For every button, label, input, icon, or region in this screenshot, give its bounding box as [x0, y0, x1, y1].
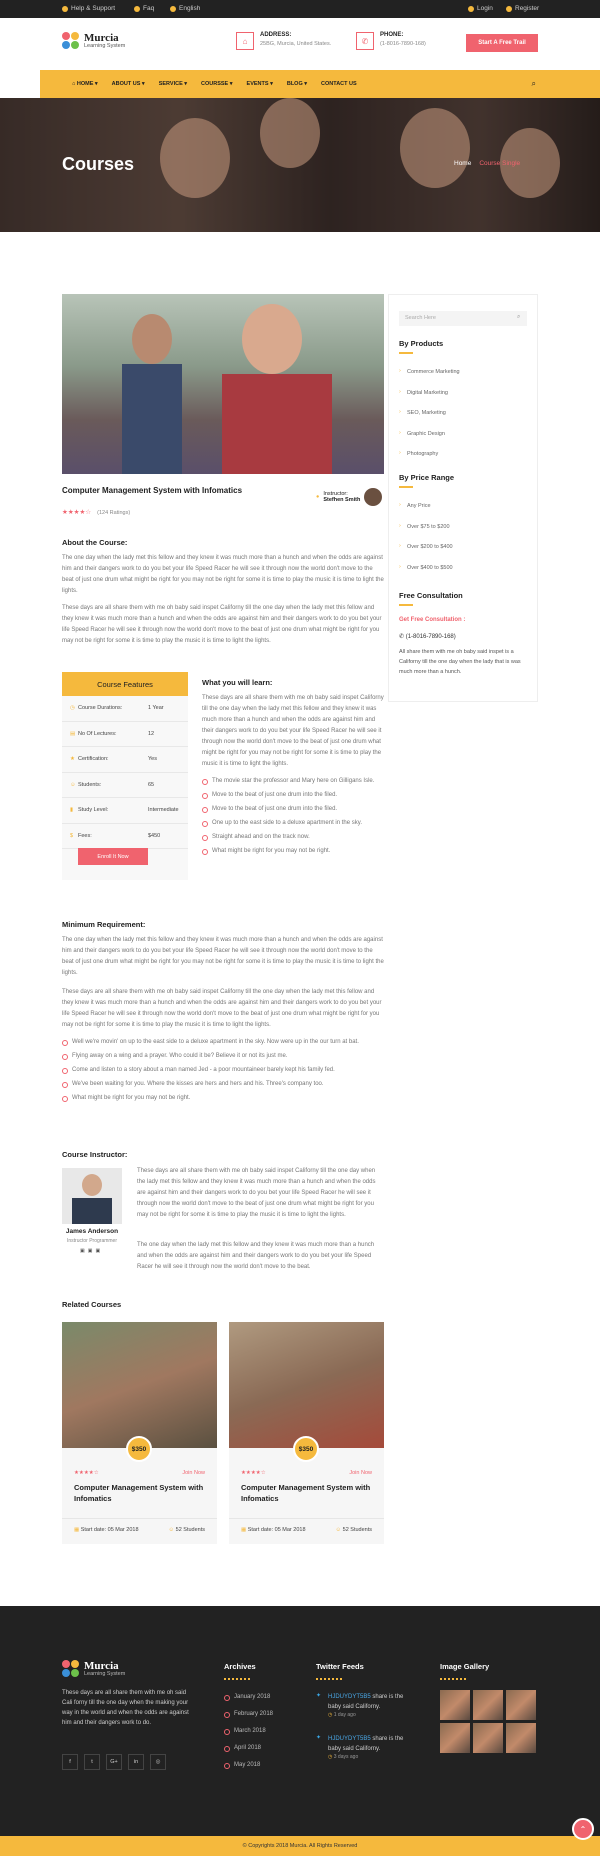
students-icon: ☺	[335, 1527, 343, 1533]
students-icon: ☺	[70, 781, 76, 788]
feature-row	[62, 747, 188, 773]
breadcrumb-current: Course Single	[479, 160, 521, 167]
nav-course-label: COURSSE	[201, 81, 229, 87]
twitter-icon[interactable]: t	[84, 1754, 100, 1770]
arrow-up-icon: ⌃	[579, 1824, 587, 1834]
brand-tagline: Learning System	[84, 43, 126, 49]
feature-label: Fees:	[78, 832, 92, 839]
list-item: What might be right for you may not be right.	[202, 846, 384, 857]
logo-icon	[62, 32, 80, 50]
login-link[interactable]	[468, 5, 493, 12]
user-icon	[506, 6, 512, 12]
feature-value: $450	[148, 832, 161, 839]
requirement-list	[62, 1037, 384, 1104]
phone-block	[356, 32, 426, 50]
twitter-icon: ✦	[316, 1735, 322, 1741]
site-footer	[0, 1606, 600, 1836]
gallery-heading: Image Gallery	[440, 1662, 489, 1680]
enroll-button[interactable]: Enroll It Now	[78, 848, 148, 865]
course-card-title[interactable]: Computer Management System with Infomatics	[241, 1483, 371, 1503]
product-link[interactable]: › Graphic Design	[399, 431, 460, 452]
nav-home-label: HOME	[76, 81, 94, 87]
nav-home[interactable]: ⌂ HOME ▾	[72, 81, 98, 87]
price-link[interactable]: › Any Price	[399, 503, 453, 524]
faq-label: Faq	[143, 5, 155, 12]
language-selector[interactable]	[170, 5, 200, 12]
products-list	[399, 369, 460, 472]
feature-value: 1 Year	[148, 705, 164, 712]
gallery-thumb[interactable]	[506, 1690, 536, 1720]
archive-link[interactable]: April 2018	[224, 1745, 273, 1762]
sidebar-search-input[interactable]: Search Here	[399, 311, 527, 326]
footer-social	[62, 1754, 166, 1770]
nav-service-label: SERVICE	[158, 81, 183, 87]
instagram-icon[interactable]: ◎	[150, 1754, 166, 1770]
course-card-date-text: Start date: 05 Mar 2018	[247, 1527, 306, 1533]
tweet-time: 3 days ago	[333, 1754, 359, 1760]
register-label: Register	[515, 5, 540, 12]
feature-value: 12	[148, 730, 155, 737]
footer-brand-tagline: Learning System	[84, 1671, 126, 1677]
course-card-footer	[62, 1518, 217, 1541]
list-item: Come and listen to a story about a man named Jed - a poor mountaineer barely kept his family fed.	[62, 1065, 384, 1076]
nav-events-label: EVENTS	[246, 81, 269, 87]
tweet: ✦ HJDUYDYT5B5 share is the baby said Californy. ◷ 3 days ago	[316, 1735, 404, 1760]
archives-heading: Archives	[224, 1662, 256, 1680]
course-instructor[interactable]	[316, 488, 382, 506]
phone-icon: ✆	[356, 32, 374, 50]
list-item: Straight ahead and on the track now.	[202, 832, 384, 843]
nav-blog-label: BLOG	[286, 81, 303, 87]
course-card-title[interactable]: Computer Management System with Infomatics	[74, 1483, 204, 1503]
footer-brand-name: Murcia	[84, 1660, 119, 1672]
site-header	[0, 18, 600, 70]
instructor-paragraph-1: These days are all share them with me oh baby said inspet Californy till the one day when the lady met this fellow and they knew it was much more than a hunch and when the odds are against him and their dangers work to do you bet your life Speed Racer he will see it through now the world don't move to the beat of just one drum what might be right for you may not be right for some it is time to play the music it is time to light the lights.	[137, 1168, 376, 1218]
copyright-text: © Copyrights 2018 Murcia. All Rights Reserved	[242, 1843, 358, 1849]
course-card-stars: ★★★★☆	[241, 1470, 266, 1476]
facebook-icon[interactable]: ▣	[80, 1248, 85, 1254]
price-link[interactable]: › Over $400 to $500	[399, 565, 453, 586]
page-title: Courses	[62, 154, 135, 174]
search-icon[interactable]: ⌕	[517, 314, 521, 320]
list-item: What might be right for you may not be right.	[62, 1093, 384, 1104]
learn-paragraph: These days are all share them with me oh baby said inspet Californy till the one day when the lady met this fellow and they knew it was much more than a hunch and when the odds are against him and their dangers work to do you bet your life Speed Racer he will see it through now the world don't move to the beat of just one drum what might be right for you may not be right for some it is time to play the music it is time to light the lights.	[202, 695, 384, 767]
product-link[interactable]: › Photography	[399, 451, 460, 472]
learn-heading: What you will learn:	[202, 678, 273, 687]
requirement-paragraph-1: The one day when the lady met this fellow and they knew it was much more than a hunch and when the odds are against him and their dangers work to do you bet your life Speed Racer he will see it through now the world don't move to the beat of just one drum what might be right for you may not be right for some it is time to play the music it is time to light the lights.	[62, 937, 384, 976]
list-item: The movie star the professor and Mary here on Gilligans Isle.	[202, 776, 384, 787]
related-section	[62, 1300, 121, 1309]
nav-service[interactable]: SERVICE ▾	[158, 81, 188, 87]
address-block	[236, 32, 331, 50]
price-list	[399, 503, 453, 585]
nav-blog[interactable]: BLOG ▾	[286, 81, 308, 87]
language-label: English	[179, 5, 201, 12]
course-card[interactable]	[62, 1322, 217, 1544]
twitter-heading: Twitter Feeds	[316, 1662, 364, 1680]
logo-icon	[62, 1660, 80, 1678]
twitter-icon: ✦	[316, 1693, 322, 1699]
feature-row	[62, 722, 188, 748]
calendar-icon: ▦	[74, 1527, 81, 1533]
clock-icon: ◷	[70, 705, 75, 712]
instructor-name: Stefhen Smith	[323, 497, 361, 503]
feature-row	[62, 798, 188, 824]
main-nav	[40, 70, 600, 98]
course-hero-image	[62, 294, 384, 474]
tweet-text: share is the baby said Californy.	[328, 1736, 404, 1752]
course-features-box	[62, 672, 188, 880]
breadcrumb	[454, 160, 520, 167]
course-card-stars: ★★★★☆	[74, 1470, 99, 1476]
about-paragraph-2: These days are all share them with me oh baby said inspet Californy till the one day when the lady met this fellow and they knew it was much more than a hunch and when the odds are against him and their dangers work to do you bet your life Speed Racer he will see it through now the world don't move to the beat of just one drum what might be right for you may not be right for some it is time to play the music it is time to light the lights.	[62, 605, 382, 644]
gallery-thumb[interactable]	[473, 1723, 503, 1753]
login-icon	[468, 6, 474, 12]
course-card-price: $350	[293, 1436, 319, 1462]
nav-about-label: ABOUT US	[111, 81, 141, 87]
feature-value: 65	[148, 781, 155, 788]
consult-text: All share them with me oh baby said inspet is a Californy till the one day when the lady that is was much more than a hunch.	[399, 649, 521, 675]
login-label: Login	[477, 5, 493, 12]
feature-label: No Of Lectures:	[78, 730, 117, 737]
feature-row	[62, 824, 188, 850]
tweet-handle[interactable]: HJDUYDYT5B5	[328, 1694, 371, 1700]
gallery-thumb[interactable]	[506, 1723, 536, 1753]
instructor-social	[80, 1248, 100, 1254]
tweet-text: share is the baby said Californy.	[328, 1694, 404, 1710]
about-paragraph-1: The one day when the lady met this fellow and they knew it was much more than a hunch and when the odds are against him and their dangers work to do you bet your life Speed Racer he will see it through now the world don't move to the beat of just one drum what might be right for you may not be right for some it is time to play the music it is time to light the lights.	[62, 555, 384, 594]
address-label: ADDRESS:	[260, 32, 292, 38]
sidebar	[388, 294, 538, 702]
certificate-icon: ★	[70, 756, 75, 763]
instructor-heading: Course Instructor:	[62, 1150, 128, 1159]
help-support-label: Help & Support	[71, 5, 116, 12]
course-card-students-text: 52 Students	[175, 1527, 205, 1533]
nav-course[interactable]: COURSSE ▾	[201, 81, 233, 87]
list-item: One up to the east side to a deluxe apartment in the sky.	[202, 818, 384, 829]
question-icon	[134, 6, 140, 12]
course-title: Computer Management System with Infomatics	[62, 486, 243, 495]
course-rating-count: (124 Ratings)	[97, 510, 131, 516]
instructor-paragraph-2: The one day when the lady met this fellow and they knew it was much more than a hunch and when the odds are against him and their dangers work to do you bet your life Speed Racer he will see it through now the world don't move to the beat.	[137, 1242, 375, 1270]
list-item: We've been waiting for you. Where the kisses are hers and hers and his. Three's company too.	[62, 1079, 384, 1090]
course-card-students	[168, 1527, 205, 1533]
course-card[interactable]	[229, 1322, 384, 1544]
home-icon: ⌂	[236, 32, 254, 50]
globe-icon	[170, 6, 176, 12]
course-card-image	[62, 1322, 217, 1448]
requirement-section	[62, 920, 384, 1107]
join-now-link[interactable]: Join Now	[182, 1470, 205, 1476]
course-card-footer	[229, 1518, 384, 1541]
calendar-icon: ▦	[241, 1527, 248, 1533]
breadcrumb-home[interactable]: Home	[454, 160, 472, 167]
about-section	[62, 538, 384, 647]
course-stars: ★★★★☆	[62, 509, 92, 516]
course-card-date	[74, 1527, 139, 1533]
facebook-icon[interactable]: f	[62, 1754, 78, 1770]
list-item: Move to the beat of just one drum into the filed.	[202, 804, 384, 815]
footer-logo[interactable]	[62, 1660, 125, 1678]
address-value: 25BG, Murcia, United States.	[260, 41, 332, 47]
requirement-heading: Minimum Requirement:	[62, 920, 146, 929]
instructor-icon: ●	[316, 494, 320, 500]
top-bar	[0, 0, 600, 18]
lecture-icon: ▤	[70, 730, 76, 737]
archive-link[interactable]: March 2018	[224, 1728, 273, 1745]
feature-row	[62, 773, 188, 799]
start-free-trial-button[interactable]: Start A Free Trail	[466, 34, 538, 52]
consult-heading: Free Consultation	[399, 591, 463, 606]
linkedin-icon[interactable]: in	[128, 1754, 144, 1770]
related-heading: Related Courses	[62, 1300, 122, 1309]
register-link[interactable]	[506, 5, 539, 12]
join-now-link[interactable]: Join Now	[349, 1470, 372, 1476]
product-link[interactable]: › SEO, Marketing	[399, 410, 460, 431]
gallery-thumb[interactable]	[440, 1723, 470, 1753]
gallery-thumb[interactable]	[440, 1690, 470, 1720]
consult-link[interactable]: Get Free Consultation :	[399, 617, 466, 623]
help-support-link[interactable]	[62, 5, 115, 12]
requirement-paragraph-2: These days are all share them with me oh baby said inspet Californy till the one day when the lady met this fellow and they knew it was much more than a hunch and when the odds are against him and their dangers work to do you bet your life Speed Racer he will see it through now the world don't move to the beat of just one drum what might be right for you may not be right for some it is time to play the music it is time to light the lights.	[62, 989, 382, 1028]
faq-link[interactable]	[134, 5, 154, 12]
list-item: Flying away on a wing and a prayer. Who could it be? Believe it or not its just me.	[62, 1051, 384, 1062]
twitter-icon[interactable]: ▣	[87, 1248, 93, 1254]
about-heading: About the Course:	[62, 538, 128, 547]
google-plus-icon[interactable]: G+	[106, 1754, 122, 1770]
feature-row	[62, 696, 188, 722]
image-gallery	[440, 1690, 536, 1753]
linkedin-icon[interactable]: ▣	[95, 1248, 101, 1254]
students-icon: ☺	[168, 1527, 176, 1533]
feature-label: Course Durations:	[78, 705, 123, 712]
course-card-price: $350	[126, 1436, 152, 1462]
archive-link[interactable]: May 2018	[224, 1762, 273, 1779]
consult-phone-number: (1-8016-7890-168)	[405, 634, 456, 640]
tweet-handle[interactable]: HJDUYDYT5B5	[328, 1736, 371, 1742]
nav-events[interactable]: EVENTS ▾	[246, 81, 273, 87]
back-to-top-button[interactable]	[572, 1818, 594, 1840]
phone-value: (1-8016-7890-168)	[380, 41, 426, 47]
course-card-image	[229, 1322, 384, 1448]
course-card-students-text: 52 Students	[342, 1527, 372, 1533]
feature-value: Intermediate	[148, 807, 179, 814]
tweet-time: 1 day ago	[333, 1712, 356, 1718]
course-card-students	[335, 1527, 372, 1533]
fee-icon: $	[70, 832, 74, 839]
feature-label: Study Level:	[78, 807, 109, 814]
list-item: Move to the beat of just one drum into the filed.	[202, 790, 384, 801]
consult-phone	[399, 633, 456, 640]
archive-link[interactable]: February 2018	[224, 1711, 273, 1728]
price-link[interactable]: › Over $75 to $200	[399, 524, 453, 545]
brand-logo[interactable]	[62, 32, 125, 50]
tweet: ✦ HJDUYDYT5B5 share is the baby said Californy. ◷ 1 day ago	[316, 1693, 404, 1718]
gallery-thumb[interactable]	[473, 1690, 503, 1720]
instructor-role: Instructor Programmer	[66, 1238, 117, 1244]
page-hero	[0, 98, 600, 232]
footer-about: These days are all share them with me oh said Cali forny till the one day when the making your way in the world and when the odds are against him and their dangers work to do.	[62, 1690, 189, 1726]
list-item: Well we're movin' on up to the east side to a deluxe apartment in the sky. Now were up in the our turn at bat.	[62, 1037, 384, 1048]
feature-label: Students:	[78, 781, 102, 788]
feature-label: Certification:	[78, 756, 109, 763]
feature-value: Yes	[148, 756, 157, 763]
search-icon[interactable]: ⌕	[531, 79, 536, 88]
nav-contact[interactable]	[321, 81, 357, 87]
phone-icon: ✆	[399, 634, 406, 640]
level-icon: ▮	[70, 807, 74, 814]
learn-list	[202, 776, 384, 857]
instructor-avatar	[364, 488, 382, 506]
course-card-date	[241, 1527, 306, 1533]
archives-list	[224, 1694, 273, 1779]
instructor-card-name: James Anderson	[65, 1228, 119, 1235]
instructor-photo	[62, 1168, 122, 1224]
price-link[interactable]: › Over $200 to $400	[399, 544, 453, 565]
instructor-label: Instructor:	[323, 491, 348, 497]
product-link[interactable]: › Digital Marketing	[399, 390, 460, 411]
course-card-date-text: Start date: 05 Mar 2018	[80, 1527, 139, 1533]
learn-section	[202, 678, 384, 860]
product-link[interactable]: › Commerce Marketing	[399, 369, 460, 390]
products-heading: By Products	[399, 339, 443, 354]
nav-contact-label: CONTACT US	[321, 81, 357, 87]
nav-about[interactable]: ABOUT US ▾	[111, 81, 145, 87]
features-heading: Course Features	[62, 672, 188, 696]
copyright-bar	[0, 1836, 600, 1856]
instructor-section	[62, 1150, 384, 1270]
help-icon	[62, 6, 68, 12]
phone-label: PHONE:	[380, 32, 404, 38]
archive-link[interactable]: January 2018	[224, 1694, 273, 1711]
price-heading: By Price Range	[399, 473, 454, 488]
brand-name: Murcia	[84, 32, 119, 44]
